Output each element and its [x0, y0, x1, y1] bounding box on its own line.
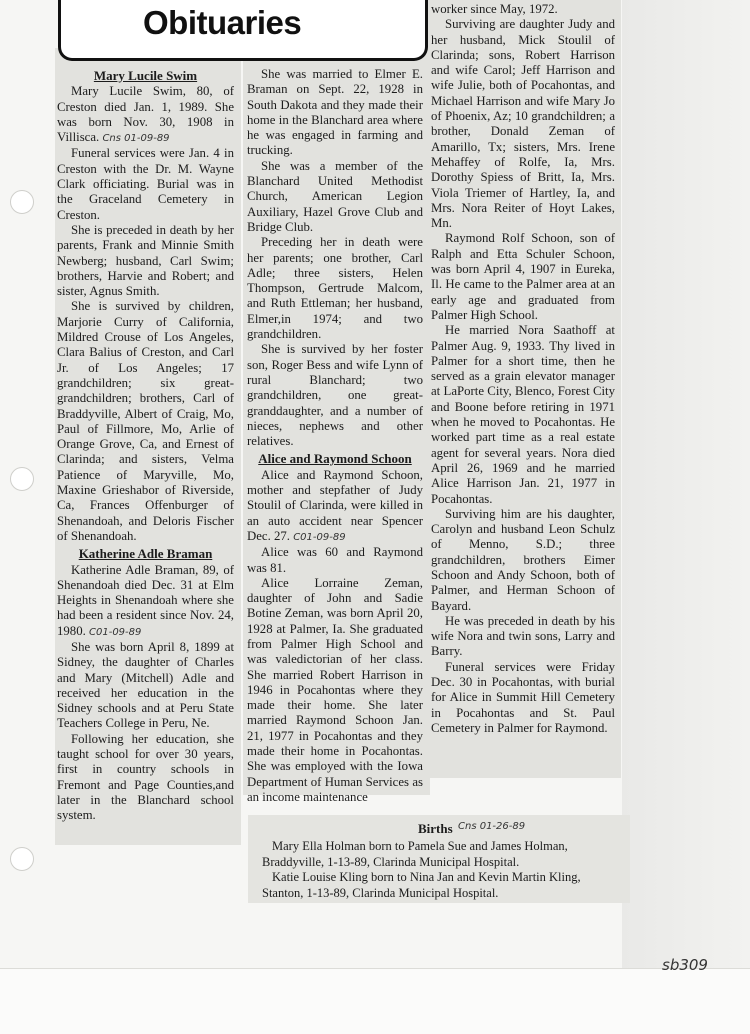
- page-title: Obituaries: [143, 4, 302, 41]
- paragraph: Alice and Raymond Schoon, mother and stepfather of Judy Stoulil of Clarinda, were killed in an auto accident near Spencer Dec. 27. C01-09-89: [247, 467, 423, 543]
- paragraph: Katherine Adle Braman, 89, of Shenandoah died Dec. 31 at Elm Heights in Shenandoah where she had been a resident since Nov. 24, 1980. C01-09-89: [57, 562, 234, 638]
- obituary-heading-braman: Katherine Adle Braman: [78, 546, 213, 562]
- paragraph: She is preceded in death by her parents, Frank and Minnie Smith Newberg; husband, Carl Swim; brothers, Harvie and Robert; and sister, Agnus Smith.: [57, 222, 234, 299]
- paragraph: She is survived by her foster son, Roger Bess and wife Lynn of rural Blanchard; two grandchildren, one great-granddaughter, and a number of nieces, nephews and other relatives.: [247, 342, 423, 449]
- paragraph: She was born April 8, 1899 at Sidney, the daughter of Charles and Mary (Mitchell) Adle and received her education in the Sidney schools and at Peru State Teachers College in Peru, Ne.: [57, 639, 234, 731]
- paragraph: He married Nora Saathoff at Palmer Aug. 9, 1933. Thy lived in Palmer for a short time, then he served as a grain elevator manager at LaPorte City, Blenco, Forest City and Boone before retiring in 1971 when he moved to Pocahontas. He worked part time as a real estate agent for several years. Nora died April 26, 1969 and he married Alice Harrison Jan. 21, 1977 in Pocahontas.: [431, 323, 615, 506]
- obituary-heading-schoon: Alice and Raymond Schoon: [258, 451, 412, 467]
- obituary-heading-swim: Mary Lucile Swim: [93, 68, 198, 83]
- paragraph: She was a member of the Blanchard United Methodist Church, American Legion Auxiliary, Hazel Grove Club and Bridge Club.: [247, 158, 423, 234]
- binder-hole-top: [10, 190, 34, 214]
- page-code: sb309: [662, 956, 708, 974]
- column-1: [57, 66, 234, 824]
- paragraph: He was preceded in death by his wife Nora and twin sons, Larry and Barry.: [431, 613, 615, 659]
- paragraph: Preceding her in death were her parents; one brother, Carl Adle; three sisters, Helen Thompson, Gertrude Malcom, and Ruth Ettleman; her husband, Elmer,in 1974; and two grandchildren.: [247, 235, 423, 342]
- paragraph: She was married to Elmer E. Braman on Sept. 22, 1928 in South Dakota and they made their home in the Blanchard area where he was engaged in farming and trucking.: [247, 67, 423, 158]
- paragraph: Alice was 60 and Raymond was 81.: [247, 545, 423, 575]
- column-2: [247, 67, 423, 805]
- binder-hole-middle: [10, 467, 34, 491]
- birth-announcement: Mary Ella Holman born to Pamela Sue and James Holman, Braddyville, 1-13-89, Clarinda Municipal Hospital.: [262, 839, 568, 869]
- paragraph: Mary Lucile Swim, 80, of Creston died Jan. 1, 1989. She was born Nov. 30, 1908 in Villisca. Cns 01-09-89: [57, 84, 234, 145]
- binder-hole-bottom: [10, 847, 34, 871]
- handwritten-note: C01-09-89: [89, 626, 142, 638]
- scan-background: [622, 0, 750, 970]
- births-heading: Births: [418, 821, 453, 836]
- obituaries-banner: [58, 0, 428, 61]
- paragraph: Following her education, she taught school for over 30 years, first in country schools in Fremont and Page Counties,and later in the Blanchard school system.: [57, 731, 234, 823]
- births-clipping: [248, 815, 630, 903]
- paragraph: Surviving are daughter Judy and her husband, Mick Stoulil of Clarinda; sons, Robert Harrison and wife Carol; Jeff Harrison and wife Julie, both of Pocahontas, and Michael Harrison and wife Mary Jo of Phoenix, Az; 10 grandchildren; a brother, Donald Zeman of Amarillo, Tx; sisters, Mrs. Irene Mehaffey of Rolfe, Ia, Mrs. Dorothy Spiess of Britt, Ia, Mrs. Viola Triemer of Hartley, Ia, and Mrs. Nora Reiter of Hoyt Lakes, Mn.: [431, 17, 615, 231]
- births-body: [262, 839, 622, 901]
- birth-announcement: Katie Louise Kling born to Nina Jan and Kevin Martin Kling, Stanton, 1-13-89, Clarinda Municipal Hospital.: [262, 870, 581, 900]
- paragraph: Alice Lorraine Zeman, daughter of John and Sadie Botine Zeman, was born April 20, 1928 at Palmer, Ia. She graduated from Palmer High School and was valedictorian of her class. She married Robert Harrison in 1946 in Pocahontas where they made their home. She later married Raymond Schoon Jan. 21, 1977 in Pocahontas and they made their home in Pocahontas. She was employed with the Iowa Department of Human Services as an income maintenance: [247, 575, 423, 804]
- page-bottom-margin: [0, 968, 750, 1034]
- paragraph: worker since May, 1972.: [431, 2, 558, 16]
- paragraph: Funeral services were Jan. 4 in Creston with the Dr. M. Wayne Clark officiating. Burial was in the Graceland Cemetery in Creston.: [57, 146, 234, 222]
- paragraph: She is survived by children, Marjorie Curry of California, Mildred Crouse of Los Angeles, Clara Balius of Creston, and Carl Jr. of Los Angeles; 17 grandchildren; six great-grandchildren; brothers, Carl of Braddyville, Albert of Craig, Mo, Paul of Fillmore, Mo, Arlie of Orange Grove, Ca, and Ernest of Clarinda; and sisters, Velma Patience of Maryville, Mo, Maxine Grieshabor of Riverside, Ca, Frances Offenburger of Shenandoah, and Deloris Fischer of Shenandoah.: [57, 299, 234, 543]
- column-3: [431, 2, 615, 736]
- handwritten-note: Cns 01-26-89: [458, 821, 526, 832]
- handwritten-note: Cns 01-09-89: [102, 133, 170, 145]
- paragraph: Funeral services were Friday Dec. 30 in Pocahontas, with burial for Alice in Summit Hill Cemetery in Pocahontas and St. Paul Cemetery in Palmer for Raymond.: [431, 659, 615, 735]
- handwritten-note: C01-09-89: [293, 531, 346, 543]
- paragraph: Surviving him are his daughter, Carolyn and husband Leon Schulz of Menno, S.D.; three grandchildren, brothers Eimer Schoon and Andy Schoon, both of Palmer, and Herman Schoon of Bayard.: [431, 506, 615, 613]
- paragraph: Raymond Rolf Schoon, son of Ralph and Etta Schuler Schoon, was born April 4, 1907 in Eureka, Il. He came to the Palmer area at an early age and graduated from Palmer High School.: [431, 231, 615, 322]
